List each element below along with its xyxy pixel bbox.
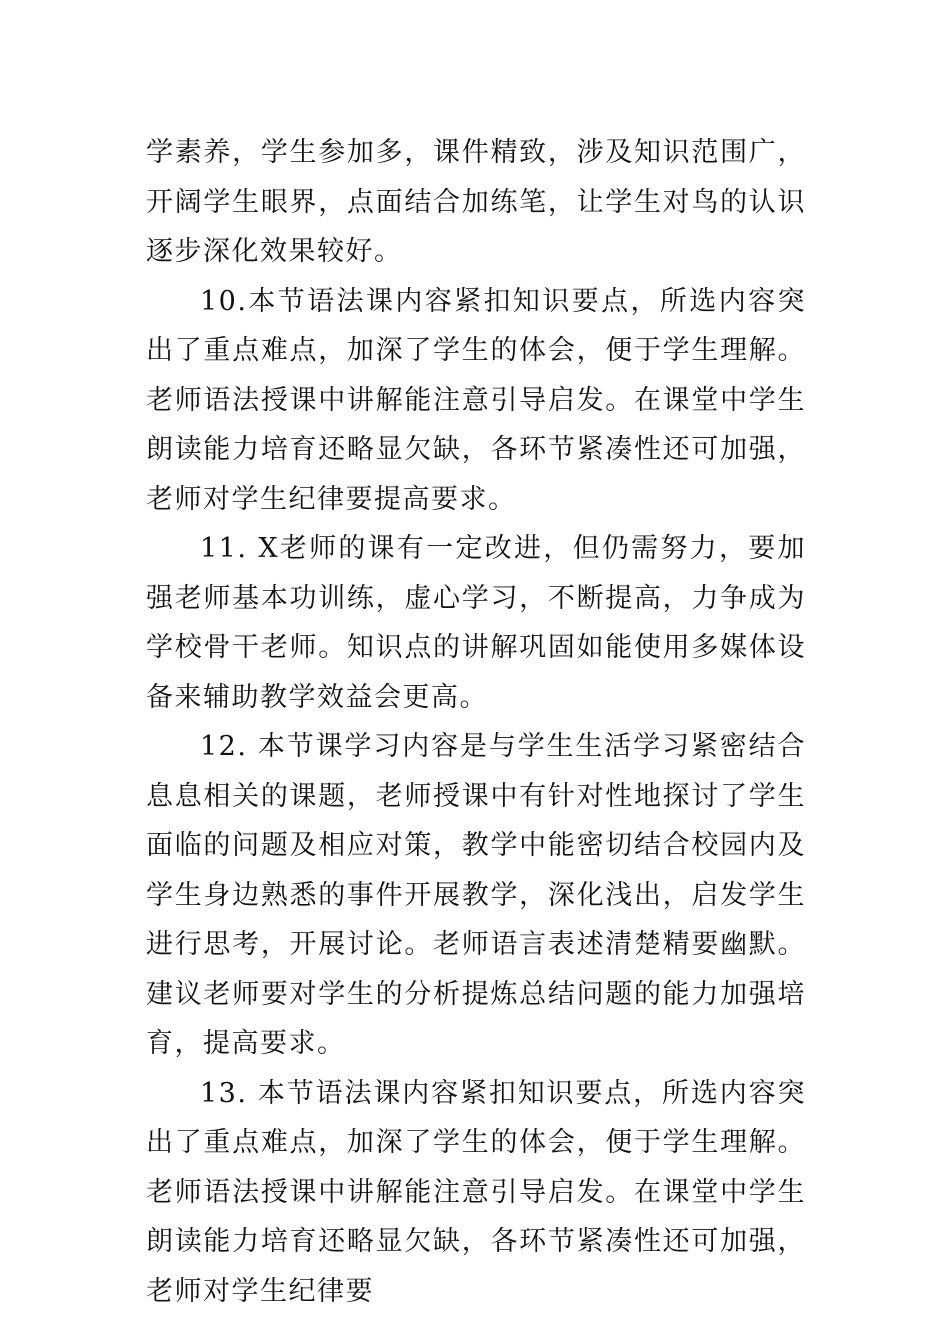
paragraph-10 — [146, 277, 806, 525]
paragraph-continued — [146, 128, 806, 277]
paragraph-number: 11. — [200, 533, 259, 564]
paragraph-13 — [146, 1069, 806, 1317]
paragraph-text: 本节语法课内容紧扣知识要点，所选内容突出了重点难点，加深了学生的体会，便于学生理解。老师语法授课中讲解能注意引导启发。在课堂中学生朗读能力培育还略显欠缺，各环节紧凑性还可加强，老师对学生纪律要提高要求。 — [146, 285, 806, 515]
document-body — [146, 128, 806, 1316]
paragraph-text: X老师的课有一定改进，但仍需努力，要加强老师基本功训练，虚心学习，不断提高，力争成为学校骨干老师。知识点的讲解巩固如能使用多媒体设备来辅助教学效益会更高。 — [146, 533, 806, 713]
paragraph-number: 10. — [200, 285, 248, 317]
paragraph-12 — [146, 722, 806, 1069]
paragraph-text: 学素养，学生参加多，课件精致，涉及知识范围广，开阔学生眼界，点面结合加练笔，让学生对鸟的认识逐步深化效果较好。 — [146, 137, 806, 267]
paragraph-11 — [146, 524, 806, 722]
paragraph-text: 本节语法课内容紧扣知识要点，所选内容突出了重点难点，加深了学生的体会，便于学生理解。老师语法授课中讲解能注意引导启发。在课堂中学生朗读能力培育还略显欠缺，各环节紧凑性还可加强，老师对学生纪律要 — [146, 1077, 806, 1307]
paragraph-number: 13. — [200, 1077, 258, 1109]
paragraph-number: 12. — [200, 731, 258, 762]
paragraph-text: 本节课学习内容是与学生生活学习紧密结合息息相关的课题，老师授课中有针对性地探讨了学生面临的问题及相应对策，教学中能密切结合校园内及学生身边熟悉的事件开展教学，深化浅出，启发学生进行思考，开展讨论。老师语言表述清楚精要幽默。建议老师要对学生的分析提炼总结问题的能力加强培育，提高要求。 — [146, 731, 806, 1059]
